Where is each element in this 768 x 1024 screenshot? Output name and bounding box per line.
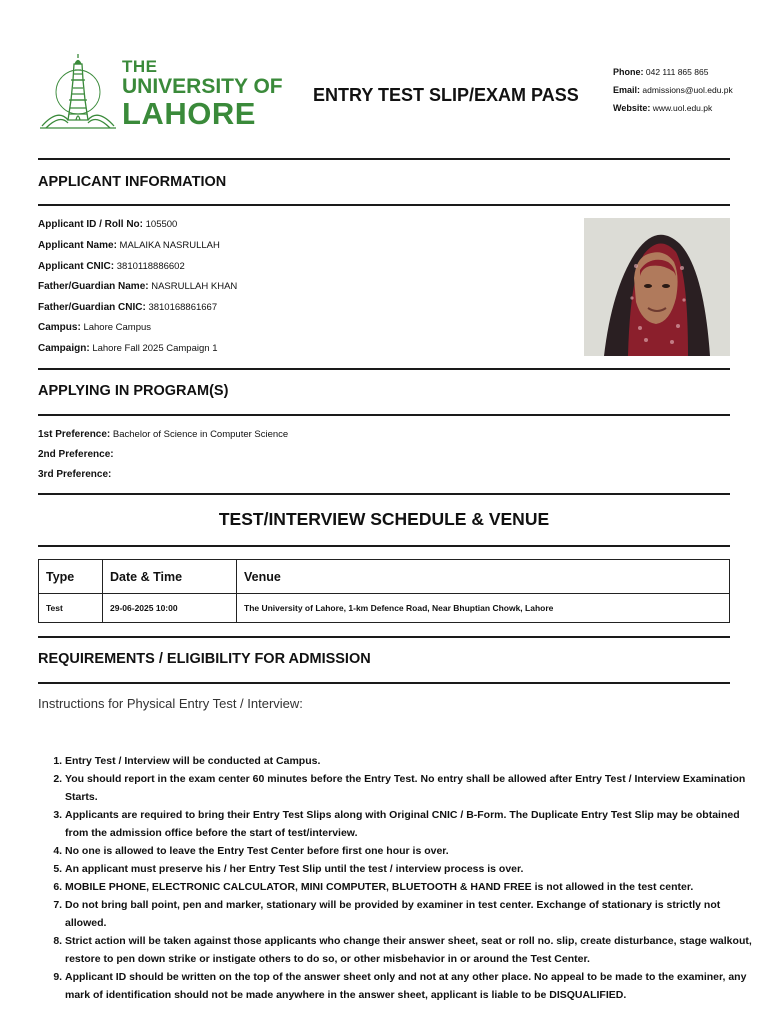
- field-campus: [38, 322, 151, 333]
- divider: [38, 414, 730, 416]
- table-row: [39, 594, 730, 623]
- field-value: Lahore Fall 2025 Campaign 1: [92, 343, 218, 354]
- contact-phone-value: 042 111 865 865: [645, 67, 709, 77]
- field-label: Father/Guardian CNIC:: [38, 302, 146, 313]
- field-value: 3810168861667: [148, 302, 218, 313]
- logo-wordmark: [122, 58, 283, 129]
- list-item: 4. No one is allowed to leave the Entry Test Center before first one hour is over.: [65, 842, 759, 860]
- column-header-datetime: Date & Time: [103, 560, 237, 594]
- requirements-heading: REQUIREMENTS / ELIGIBILITY FOR ADMISSION: [38, 651, 371, 667]
- logo-line-lahore: LAHORE: [122, 96, 256, 131]
- field-applicant-cnic: [38, 261, 185, 272]
- contact-email: [613, 85, 733, 95]
- cell-type: Test: [39, 594, 103, 623]
- cell-datetime: 29-06-2025 10:00: [103, 594, 237, 623]
- field-value: 105500: [145, 219, 178, 230]
- preference-label: 2nd Preference:: [38, 449, 114, 460]
- list-item: 8. Strict action will be taken against those applicants who change their answer sheet, seat or roll no. slip, create disturbance, stage walkout, restore to pen down strike or instigate others to do so, or other misbehavior in or around the Test Center.: [65, 932, 759, 968]
- contact-website: [613, 103, 712, 113]
- logo-line-university: UNIVERSITY OF: [122, 75, 283, 98]
- field-label: Applicant Name:: [38, 240, 117, 251]
- applicant-info-heading: APPLICANT INFORMATION: [38, 174, 227, 190]
- list-item: 3. Applicants are required to bring their Entry Test Slips along with Original CNIC / B-Form. The Duplicate Entry Test Slip may be obtained from the admission office before the start of test/interview.: [65, 806, 759, 842]
- logo-line-the: THE: [122, 57, 158, 76]
- minar-tower-icon: [38, 54, 118, 130]
- divider: [38, 682, 730, 684]
- contact-email-label: Email:: [613, 85, 641, 95]
- field-father-cnic: [38, 302, 217, 313]
- field-applicant-name: [38, 240, 220, 251]
- preference-label: 1st Preference:: [38, 429, 111, 440]
- field-label: Campus:: [38, 322, 81, 333]
- list-item: 1. Entry Test / Interview will be conducted at Campus.: [65, 752, 759, 770]
- list-item: 9. Applicant ID should be written on the top of the answer sheet only and not at any other place. No appeal to be made to the examiner, any mark of identification should not be made anywhere in the answer sheet, applicant is liable to be DISQUALIFIED.: [65, 968, 759, 1004]
- field-label: Campaign:: [38, 343, 90, 354]
- contact-phone: [613, 67, 708, 77]
- divider: [38, 636, 730, 638]
- divider: [38, 158, 730, 160]
- field-value: NASRULLAH KHAN: [151, 281, 238, 292]
- contact-email-value: admissions@uol.edu.pk: [642, 85, 733, 95]
- schedule-heading: TEST/INTERVIEW SCHEDULE & VENUE: [218, 509, 550, 529]
- cell-venue: The University of Lahore, 1-km Defence Road, Near Bhuptian Chowk, Lahore: [237, 594, 730, 623]
- field-applicant-id: [38, 219, 177, 230]
- instructions-list: [38, 752, 759, 1004]
- list-item: 2. You should report in the exam center 60 minutes before the Entry Test. No entry shall be allowed after Entry Test / Interview Examination Starts.: [65, 770, 759, 806]
- applicant-portrait-icon: [584, 218, 730, 356]
- field-label: Applicant CNIC:: [38, 261, 115, 272]
- field-label: Applicant ID / Roll No:: [38, 219, 143, 230]
- preference-1: [38, 429, 288, 440]
- field-value: MALAIKA NASRULLAH: [119, 240, 220, 251]
- contact-website-value: www.uol.edu.pk: [652, 103, 713, 113]
- field-father-name: [38, 281, 237, 292]
- column-header-venue: Venue: [237, 560, 730, 594]
- preference-label: 3rd Preference:: [38, 469, 112, 480]
- preference-2: [38, 449, 114, 460]
- preference-value: Bachelor of Science in Computer Science: [112, 429, 289, 440]
- preference-3: [38, 469, 111, 480]
- field-value: Lahore Campus: [83, 322, 152, 333]
- field-campaign: [38, 343, 217, 354]
- university-logo: [38, 54, 288, 130]
- programs-heading: APPLYING IN PROGRAM(S): [38, 383, 229, 399]
- field-value: 3810118886602: [116, 261, 185, 272]
- schedule-table: [38, 559, 730, 623]
- list-item: 7. Do not bring ball point, pen and marker, stationary will be provided by examiner in test center. Exchange of stationary is strictly not allowed.: [65, 896, 759, 932]
- document-title: ENTRY TEST SLIP/EXAM PASS: [313, 85, 579, 105]
- contact-phone-label: Phone:: [613, 67, 644, 77]
- contact-website-label: Website:: [613, 103, 651, 113]
- instructions-subheading: Instructions for Physical Entry Test / Interview:: [38, 696, 303, 711]
- divider: [38, 368, 730, 370]
- list-item: 6. MOBILE PHONE, ELECTRONIC CALCULATOR, MINI COMPUTER, BLUETOOTH & HAND FREE is not allowed in the test center.: [65, 878, 759, 896]
- divider: [38, 545, 730, 547]
- list-item: 5. An applicant must preserve his / her Entry Test Slip until the test / interview process is over.: [65, 860, 759, 878]
- table-header-row: [39, 560, 730, 594]
- applicant-photo: [584, 218, 730, 356]
- field-label: Father/Guardian Name:: [38, 281, 149, 292]
- divider: [38, 493, 730, 495]
- divider: [38, 204, 730, 206]
- column-header-type: Type: [39, 560, 103, 594]
